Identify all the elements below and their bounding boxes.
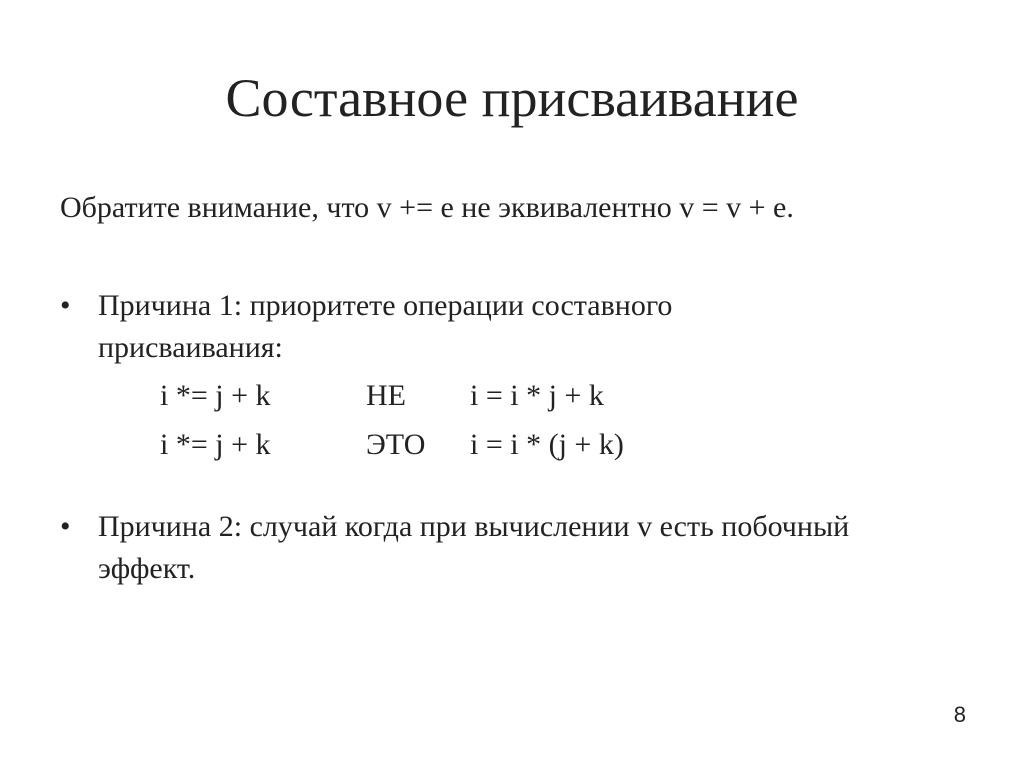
bullet-point-1-text: [98, 285, 672, 369]
bullet-point-2-line-1: Причина 2: случай когда при вычислении v есть побочный: [98, 510, 850, 543]
bullet-point-2-text: [98, 506, 849, 590]
example-2-relation: ЭТО: [366, 428, 426, 461]
example-2-expression: i *= j + k: [160, 428, 271, 461]
bullet-marker-icon: •: [60, 289, 71, 322]
example-1-relation: НЕ: [366, 379, 406, 412]
slide-title: Составное присваивание: [225, 68, 799, 128]
example-2-equivalent: i = i * (j + k): [470, 428, 624, 461]
example-1-expression: i *= j + k: [160, 379, 271, 412]
bullet-point-1-line-2: присваивания:: [98, 331, 283, 364]
example-1-equivalent: i = i * j + k: [470, 379, 604, 412]
page-number: 8: [953, 702, 966, 727]
intro-text: Обратите внимание, что v += e не эквивалентно v = v + e.: [60, 191, 794, 224]
bullet-point-2-line-2: эффект.: [98, 552, 196, 585]
bullet-marker-icon: •: [60, 510, 71, 543]
bullet-point-1-line-1: Причина 1: приоритете операции составного: [98, 289, 673, 322]
